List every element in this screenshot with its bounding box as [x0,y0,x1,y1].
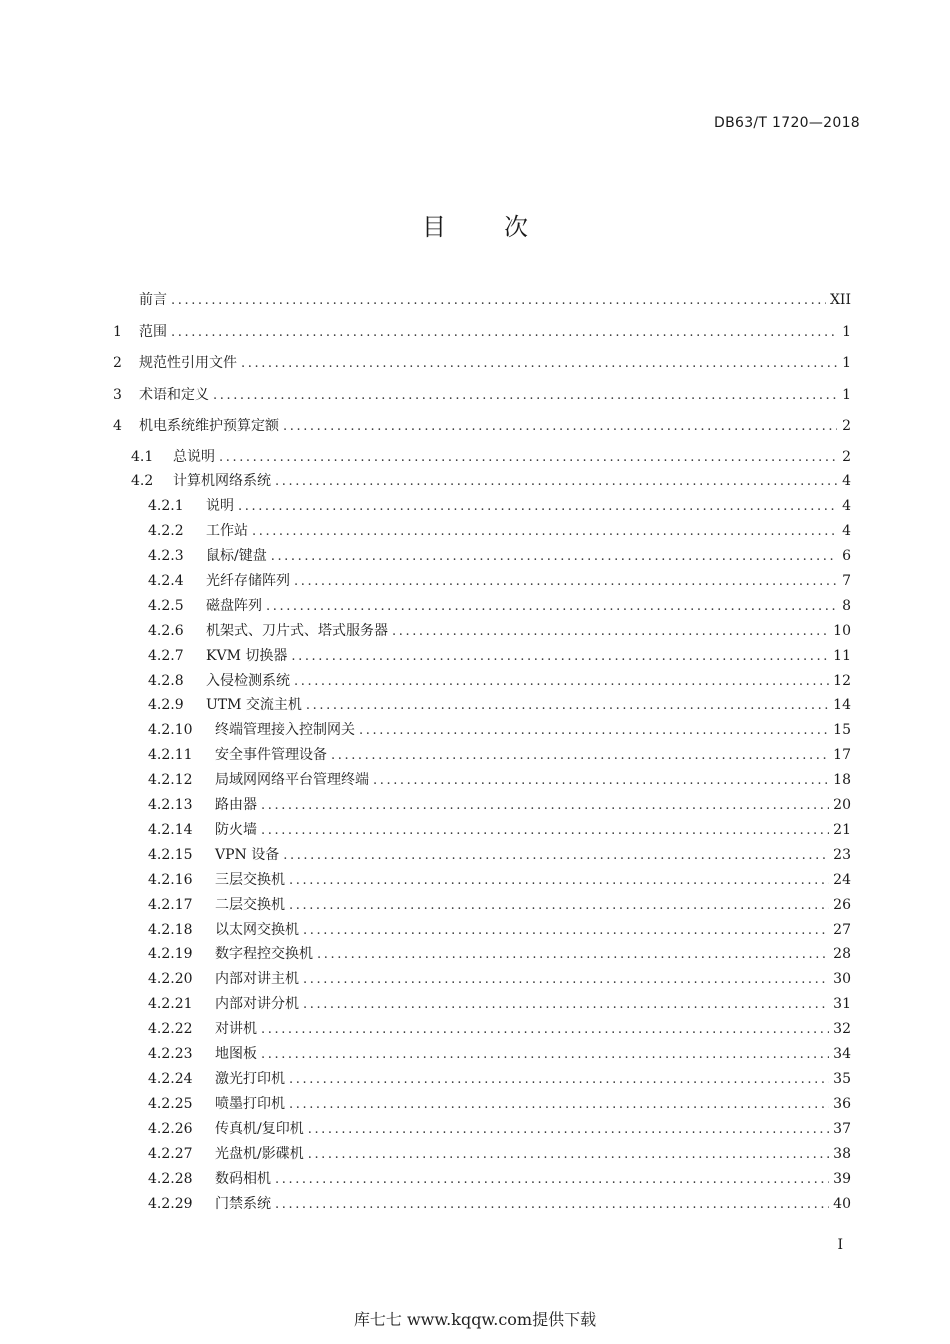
toc-leader-dots [275,1197,829,1212]
toc-entry-title: 总说明 [173,449,215,465]
toc-entry[interactable] [148,869,851,889]
toc-entry-page: 21 [833,822,851,838]
toc-entry-number: 4.2.20 [148,971,193,987]
toc-entry-number: 4.2.27 [148,1146,193,1162]
page-number: I [837,1237,843,1253]
toc-leader-dots [289,898,829,913]
toc-entry-number: 4.2.10 [148,722,193,738]
toc-entry-title: 机电系统维护预算定额 [139,418,279,434]
toc-entry-number: 4.2.22 [148,1021,193,1037]
toc-leader-dots [261,798,829,813]
toc-leader-dots [238,499,837,514]
toc-entry[interactable] [148,1018,851,1038]
toc-entry-number: 4.2.23 [148,1046,193,1062]
toc-leader-dots [373,773,829,788]
toc-entry-number: 4.2.18 [148,922,193,938]
toc-leader-dots [359,723,829,738]
doc-code: DB63/T 1720—2018 [714,115,860,131]
toc-entry-title: 术语和定义 [139,387,209,403]
toc-entry-title: 对讲机 [215,1021,257,1037]
toc-entry-page: 2 [842,418,851,434]
toc-entry-number: 4.2.5 [148,598,184,614]
toc-entry[interactable] [131,470,851,490]
toc-entry-title: 光纤存储阵列 [206,573,290,589]
toc-entry[interactable] [148,520,851,540]
toc-entry-page: 37 [833,1121,851,1137]
toc-entry-page: 30 [833,971,851,987]
toc-entry-number: 4.2.26 [148,1121,193,1137]
toc-entry-number: 1 [113,324,122,340]
toc-entry-title: 内部对讲主机 [215,971,299,987]
toc-entry[interactable] [148,645,851,665]
toc-leader-dots [294,674,829,689]
toc-entry-page: 1 [842,355,851,371]
toc-entry-page: 10 [833,623,851,639]
toc-leader-dots [317,947,829,962]
toc-leader-dots [283,419,837,434]
toc-entry-number: 4.2.17 [148,897,193,913]
toc-entry-number: 4.2.16 [148,872,193,888]
toc-entry-page: 12 [833,673,851,689]
toc-entry-number: 4.2.13 [148,797,193,813]
toc-leader-dots [303,972,829,987]
toc-entry[interactable] [148,620,851,640]
toc-entry-page: 40 [833,1196,851,1212]
toc-entry-number: 4.2.9 [148,697,184,713]
toc-entry-page: 31 [833,996,851,1012]
toc-entry[interactable] [148,570,851,590]
toc-entry-title: 光盘机/影碟机 [215,1146,304,1162]
toc-entry-title: 激光打印机 [215,1071,285,1087]
toc-entry[interactable] [148,769,851,789]
toc-leader-dots [289,873,829,888]
toc-entry-number: 4.2.28 [148,1171,193,1187]
toc-entry-page: 18 [833,772,851,788]
toc-entry-page: 39 [833,1171,851,1187]
toc-entry-number: 4 [113,418,122,434]
toc-entry-number: 3 [113,387,122,403]
toc-entry-page: 7 [842,573,851,589]
toc-entry-number: 4.2.12 [148,772,193,788]
toc-entry[interactable] [148,1143,851,1163]
toc-entry[interactable] [148,595,851,615]
toc-entry-title: 安全事件管理设备 [215,747,327,763]
toc-entry-title: 鼠标/键盘 [206,548,267,564]
toc-leader-dots [283,848,829,863]
toc-entry-title: 范围 [139,324,167,340]
toc-entry[interactable] [148,1068,851,1088]
toc-entry[interactable] [148,943,851,963]
toc-entry-page: 15 [833,722,851,738]
toc-entry[interactable] [148,1118,851,1138]
toc-entry-page: 27 [833,922,851,938]
toc-entry-number: 4.2.21 [148,996,193,1012]
toc-entry-page: 17 [833,747,851,763]
toc-leader-dots [289,1072,829,1087]
toc-entry[interactable] [113,352,851,372]
toc-entry[interactable] [148,495,851,515]
toc-entry-page: 36 [833,1096,851,1112]
toc-entry-title: 喷墨打印机 [215,1096,285,1112]
toc-entry[interactable] [148,694,851,714]
toc-entry-title: 以太网交换机 [215,922,299,938]
toc-entry-number: 4.2.24 [148,1071,193,1087]
toc-entry-page: 1 [842,387,851,403]
toc-leader-dots [308,1147,829,1162]
toc-entry-number: 4.2.3 [148,548,184,564]
title-char-2: 次 [504,213,528,241]
toc-entry[interactable] [131,446,851,466]
toc-leader-dots [171,293,826,308]
toc-entry[interactable] [113,384,851,404]
toc-entry-title: 说明 [206,498,234,514]
toc-leader-dots [241,356,837,371]
toc-entry-title: 内部对讲分机 [215,996,299,1012]
toc-leader-dots [306,698,829,713]
toc-entry-number: 4.2.7 [148,648,184,664]
toc-entry-number: 4.2.15 [148,847,193,863]
toc-entry-page: 4 [842,473,851,489]
toc-entry-title: 局域网网络平台管理终端 [215,772,369,788]
toc-entry-number: 4.1 [131,449,154,465]
toc-entry-number: 4.2.11 [148,747,193,763]
toc-leader-dots [219,450,837,465]
toc-entry-page: 2 [842,449,851,465]
toc-entry-page: 4 [842,523,851,539]
toc-entry[interactable] [113,289,851,309]
toc-entry-title: UTM 交流主机 [206,697,302,713]
toc-entry[interactable] [148,719,851,739]
toc-leader-dots [294,574,837,589]
toc-entry-title: 入侵检测系统 [206,673,290,689]
toc-entry[interactable] [148,1193,851,1213]
toc-entry-title: 前言 [139,292,167,308]
toc-entry-number: 4.2.1 [148,498,184,514]
toc-entry-page: XII [829,292,851,308]
toc-leader-dots [261,823,829,838]
toc-entry-number: 4.2.19 [148,946,193,962]
toc-entry-page: 24 [833,872,851,888]
toc-leader-dots [261,1022,829,1037]
toc-entry[interactable] [148,844,851,864]
title-char-1: 目 [422,213,446,241]
toc-entry-title: 磁盘阵列 [206,598,262,614]
toc-entry-page: 28 [833,946,851,962]
toc-entry-number: 4.2.6 [148,623,184,639]
toc-entry[interactable] [113,321,851,341]
toc-entry[interactable] [148,894,851,914]
toc-entry[interactable] [148,545,851,565]
toc-entry-page: 35 [833,1071,851,1087]
toc-entry-title: 门禁系统 [215,1196,271,1212]
toc-leader-dots [275,1172,829,1187]
toc-entry-title: 传真机/复印机 [215,1121,304,1137]
toc-leader-dots [261,1047,829,1062]
toc-leader-dots [331,748,829,763]
toc-entry-title: 终端管理接入控制网关 [215,722,355,738]
toc-entry-page: 32 [833,1021,851,1037]
toc-entry-title: 工作站 [206,523,248,539]
toc-entry-title: 防火墙 [215,822,257,838]
toc-entry-title: KVM 切换器 [206,648,288,664]
toc-leader-dots [271,549,837,564]
toc-entry-page: 11 [833,648,851,664]
toc-entry-number: 2 [113,355,122,371]
toc-entry-page: 20 [833,797,851,813]
footer-watermark: 库七七 www.kqqw.com提供下载 [353,1310,597,1329]
toc-leader-dots [308,1122,829,1137]
toc-entry-page: 38 [833,1146,851,1162]
toc-leader-dots [303,997,829,1012]
toc-entry[interactable] [148,1168,851,1188]
toc-entry-title: 计算机网络系统 [173,473,271,489]
toc-entry[interactable] [148,968,851,988]
toc-entry-title: 路由器 [215,797,257,813]
toc-entry-page: 34 [833,1046,851,1062]
toc-entry-title: VPN 设备 [215,847,280,863]
toc-entry-page: 8 [842,598,851,614]
toc-entry-title: 数字程控交换机 [215,946,313,962]
toc-entry[interactable] [148,670,851,690]
toc-leader-dots [289,1097,829,1112]
toc-entry-number: 4.2.8 [148,673,184,689]
toc-entry-title: 三层交换机 [215,872,285,888]
toc-entry-number: 4.2.29 [148,1196,193,1212]
toc-entry-number: 4.2.4 [148,573,184,589]
toc-entry[interactable] [113,415,851,435]
toc-leader-dots [275,474,837,489]
toc-entry[interactable] [148,794,851,814]
toc-leader-dots [252,524,837,539]
toc-entry-page: 4 [842,498,851,514]
toc-entry-number: 4.2 [131,473,154,489]
toc-leader-dots [266,599,837,614]
toc-entry-page: 14 [833,697,851,713]
toc-entry[interactable] [148,1043,851,1063]
toc-entry-number: 4.2.14 [148,822,193,838]
toc-entry[interactable] [148,819,851,839]
toc-entry-title: 规范性引用文件 [139,355,237,371]
toc-entry-title: 地图板 [215,1046,257,1062]
toc-entry-title: 二层交换机 [215,897,285,913]
toc-entry[interactable] [148,744,851,764]
toc-leader-dots [392,624,829,639]
toc-leader-dots [303,923,829,938]
toc-entry-number: 4.2.25 [148,1096,193,1112]
toc-entry-number: 4.2.2 [148,523,184,539]
toc-entry-page: 6 [842,548,851,564]
toc-entry-title: 机架式、刀片式、塔式服务器 [206,623,388,639]
toc-entry-page: 23 [833,847,851,863]
toc-entry-title: 数码相机 [215,1171,271,1187]
toc-leader-dots [291,649,829,664]
toc-entry[interactable] [148,1093,851,1113]
toc-entry-page: 1 [842,324,851,340]
toc-leader-dots [213,388,837,403]
toc-leader-dots [171,325,837,340]
toc-entry[interactable] [148,919,851,939]
toc-entry-page: 26 [833,897,851,913]
toc-entry[interactable] [148,993,851,1013]
